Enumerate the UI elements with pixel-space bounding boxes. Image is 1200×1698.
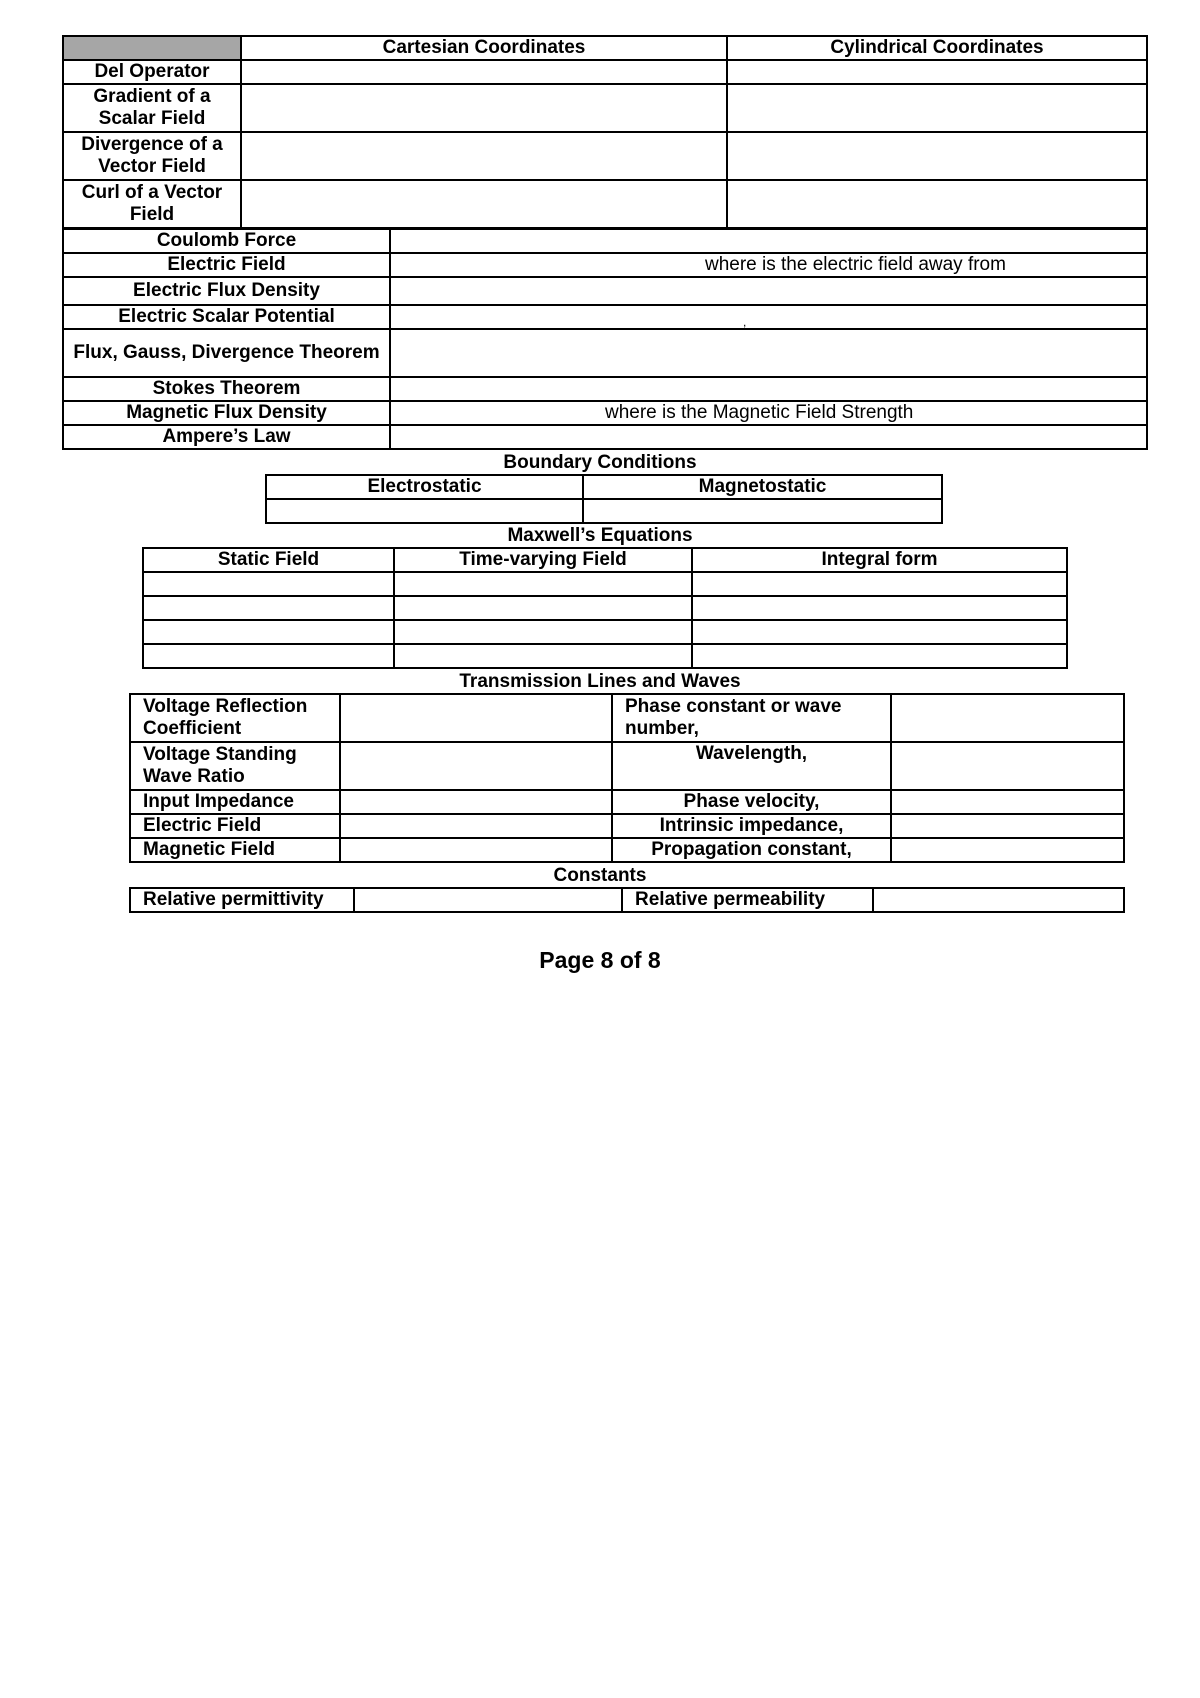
value-electric-scalar-potential: , <box>390 305 1147 329</box>
cell-empty <box>394 596 692 620</box>
electromagnetics-table <box>62 228 1148 450</box>
row-del-operator: Del Operator <box>63 60 241 84</box>
label-electric-scalar-potential: Electric Scalar Potential <box>63 305 390 329</box>
header-cartesian: Cartesian Coordinates <box>241 36 727 60</box>
boundary-conditions-table <box>265 474 943 524</box>
value-stokes-theorem <box>390 377 1147 401</box>
row-gradient: Gradient of a Scalar Field <box>63 84 241 132</box>
cell-empty <box>891 838 1124 862</box>
label-voltage-reflection-coefficient: Voltage Reflection Coefficient <box>130 694 340 742</box>
value-flux-gauss-divergence <box>390 329 1147 377</box>
cell-empty <box>340 838 612 862</box>
header-cylindrical: Cylindrical Coordinates <box>727 36 1147 60</box>
label-electric-field: Electric Field <box>63 253 390 277</box>
cell-empty <box>891 694 1124 742</box>
cell-empty <box>143 572 394 596</box>
cell-empty <box>241 84 727 132</box>
label-magnetic-field-tl: Magnetic Field <box>130 838 340 862</box>
cell-empty <box>241 180 727 228</box>
cell-empty <box>340 790 612 814</box>
label-stokes-theorem: Stokes Theorem <box>63 377 390 401</box>
label-electric-flux-density: Electric Flux Density <box>63 277 390 305</box>
cell-empty <box>340 742 612 790</box>
value-magnetic-flux-density: where is the Magnetic Field Strength <box>390 401 1147 425</box>
header-integral-form: Integral form <box>692 548 1067 572</box>
transmission-lines-table <box>129 693 1125 863</box>
value-coulomb-force <box>390 229 1147 253</box>
corner-cell <box>63 36 241 60</box>
label-phase-constant: Phase constant or wave number, <box>612 694 891 742</box>
cell-empty <box>692 644 1067 668</box>
cell-empty <box>394 620 692 644</box>
cell-empty <box>340 694 612 742</box>
label-magnetic-flux-density: Magnetic Flux Density <box>63 401 390 425</box>
transmission-lines-title: Transmission Lines and Waves <box>459 671 741 692</box>
cell-empty <box>340 814 612 838</box>
cell-empty <box>354 888 622 912</box>
value-electric-field: where is the electric field away from <box>390 253 1147 277</box>
label-amperes-law: Ampere’s Law <box>63 425 390 449</box>
cell-empty <box>727 84 1147 132</box>
header-time-varying-field: Time-varying Field <box>394 548 692 572</box>
cell-empty <box>241 132 727 180</box>
vector-calculus-table <box>62 35 1148 229</box>
cell-empty <box>891 814 1124 838</box>
cell-empty <box>692 572 1067 596</box>
label-electric-field-tl: Electric Field <box>130 814 340 838</box>
cell-empty <box>727 180 1147 228</box>
cell-empty <box>266 499 583 523</box>
constants-title: Constants <box>553 865 647 886</box>
value-electric-flux-density <box>390 277 1147 305</box>
row-curl: Curl of a Vector Field <box>63 180 241 228</box>
cell-empty <box>891 790 1124 814</box>
label-relative-permittivity: Relative permittivity <box>130 888 354 912</box>
label-propagation-constant: Propagation constant, <box>612 838 891 862</box>
cell-empty <box>394 572 692 596</box>
page-number: Page 8 of 8 <box>539 947 661 973</box>
cell-empty <box>394 644 692 668</box>
cell-empty <box>143 644 394 668</box>
cell-empty <box>727 132 1147 180</box>
header-electrostatic: Electrostatic <box>266 475 583 499</box>
label-input-impedance: Input Impedance <box>130 790 340 814</box>
cell-empty <box>891 742 1124 790</box>
label-intrinsic-impedance: Intrinsic impedance, <box>612 814 891 838</box>
label-relative-permeability: Relative permeability <box>622 888 873 912</box>
maxwell-equations-table <box>142 547 1068 669</box>
value-amperes-law <box>390 425 1147 449</box>
cell-empty <box>143 620 394 644</box>
cell-empty <box>583 499 942 523</box>
label-coulomb-force: Coulomb Force <box>63 229 390 253</box>
label-wavelength: Wavelength, <box>612 742 891 790</box>
cell-empty <box>692 596 1067 620</box>
maxwell-equations-title: Maxwell’s Equations <box>507 525 693 546</box>
cell-empty <box>143 596 394 620</box>
header-magnetostatic: Magnetostatic <box>583 475 942 499</box>
header-static-field: Static Field <box>143 548 394 572</box>
row-divergence: Divergence of a Vector Field <box>63 132 241 180</box>
boundary-conditions-title: Boundary Conditions <box>503 452 697 473</box>
cell-empty <box>727 60 1147 84</box>
label-phase-velocity: Phase velocity, <box>612 790 891 814</box>
constants-table <box>129 887 1125 913</box>
cell-empty <box>873 888 1124 912</box>
label-vswr: Voltage Standing Wave Ratio <box>130 742 340 790</box>
cell-empty <box>241 60 727 84</box>
cell-empty <box>692 620 1067 644</box>
label-flux-gauss-divergence: Flux, Gauss, Divergence Theorem <box>63 329 390 377</box>
